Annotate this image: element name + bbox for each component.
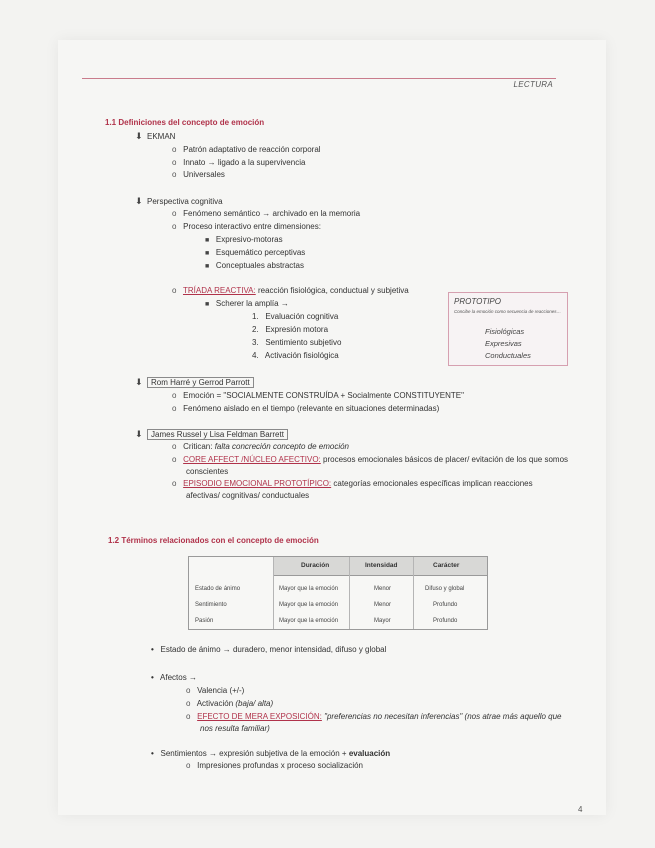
arrow-bullet-icon: ⬇ (135, 196, 143, 206)
list-item-cont: conscientes (186, 467, 229, 476)
sub-list-item: ■ Scherer la amplía → (205, 299, 289, 308)
list-item: o Critican: falta concreción concepto de emoción (172, 442, 349, 451)
header-rule (82, 78, 556, 79)
table-cell: Mayor que la emoción (279, 618, 339, 624)
list-item: o Fenómeno semántico → archivado en la memoria (172, 209, 361, 218)
table-cell: Mayor que la emoción (279, 602, 339, 608)
table-header-cell: Intensidad (365, 562, 398, 569)
page-number: 4 (578, 805, 583, 814)
sub-list-item: o Activación (baja/ alta) (186, 699, 274, 708)
comparison-table (188, 556, 488, 630)
sub-list-item: o Valencia (+/-) (186, 686, 245, 695)
prototipo-box (448, 292, 568, 366)
list-item: • Estado de ánimo → duradero, menor intensidad, difuso y global (151, 645, 387, 654)
table-cell: Pasión (195, 618, 214, 624)
list-item: o Emoción = "SOCIALMENTE CONSTRUÍDA + Socialmente CONSTITUYENTE" (172, 391, 464, 400)
numbered-item: 2. Expresión motora (252, 325, 329, 334)
sub-list-item: o EFECTO DE MERA EXPOSICIÓN: "preferencias no necesitan inferencias" (nos atrae más aquello que (186, 712, 562, 721)
table-cell: Menor (374, 602, 392, 608)
sub-list-item: ■ Esquemático perceptivas (205, 248, 306, 257)
prototipo-title: PROTOTIPO (454, 297, 501, 306)
table-cell: Profundo (433, 602, 458, 608)
sub-list-item: o Impresiones profundas x proceso socialización (186, 761, 363, 770)
list-item: o Patrón adaptativo de reacción corporal (172, 145, 321, 154)
table-cell: Mayor (374, 618, 391, 624)
list-item: o Proceso interactivo entre dimensiones: (172, 222, 321, 231)
list-item: o Universales (172, 170, 225, 179)
numbered-item: 3. Sentimiento subjetivo (252, 338, 342, 347)
ekman-heading: ⬇ EKMAN (135, 131, 176, 141)
harre-heading: ⬇ Rom Harré y Gerrod Parrott (135, 377, 254, 388)
table-cell: Difuso y global (425, 586, 465, 592)
sub-list-item: ■ Conceptuales abstractas (205, 261, 304, 270)
list-item: • Afectos → (151, 673, 197, 682)
sub-list-item: ■ Expresivo-motoras (205, 235, 283, 244)
russel-heading: ⬇ James Russel y Lisa Feldman Barrett (135, 429, 288, 440)
prototipo-item: Expresivas (485, 339, 522, 348)
section-title: 1.2 Términos relacionados con el concepto de emoción (108, 536, 319, 545)
list-item-cont: afectivas/ cognitivas/ conductuales (186, 491, 310, 500)
prototipo-item: Fisiológicas (485, 327, 525, 336)
header-tag: LECTURA (513, 80, 553, 89)
numbered-item: 1. Evaluación cognitiva (252, 312, 339, 321)
arrow-bullet-icon: ⬇ (135, 429, 143, 439)
list-item: o Fenómeno aislado en el tiempo (relevante en situaciones determinadas) (172, 404, 440, 413)
prototipo-item: Conductuales (485, 351, 531, 360)
list-item: • Sentimientos → expresión subjetiva de la emoción + evaluación (151, 749, 391, 758)
page-sheet (58, 40, 606, 815)
table-cell: Sentimiento (195, 602, 227, 608)
triada-item: o TRÍADA REACTIVA: reacción fisiológica, conductual y subjetiva (172, 286, 409, 295)
table-cell: Estado de ánimo (195, 586, 241, 592)
numbered-item: 4. Activación fisiológica (252, 351, 339, 360)
arrow-bullet-icon: ⬇ (135, 131, 143, 141)
sub-list-item-cont: nos resulta familiar) (200, 724, 270, 733)
cognitiva-heading: ⬇ Perspectiva cognitiva (135, 196, 223, 206)
table-header-cell: Duración (301, 562, 330, 569)
list-item: o Innato → ligado a la supervivencia (172, 158, 306, 167)
section-title: 1.1 Definiciones del concepto de emoción (105, 118, 265, 127)
table-cell: Mayor que la emoción (279, 586, 339, 592)
table-header-cell: Carácter (433, 562, 460, 569)
arrow-bullet-icon: ⬇ (135, 377, 143, 387)
list-item: o EPISODIO EMOCIONAL PROTOTÍPICO: categorías emocionales específicas implican reacciones (172, 479, 533, 488)
table-cell: Menor (374, 586, 392, 592)
prototipo-desc: Concibe la emoción como secuencia de reacciones… (454, 309, 562, 314)
table-cell: Profundo (433, 618, 458, 624)
list-item: o CORE AFFECT /NÚCLEO AFECTIVO: procesos emocionales básicos de placer/ evitación de los que somos (172, 455, 569, 464)
